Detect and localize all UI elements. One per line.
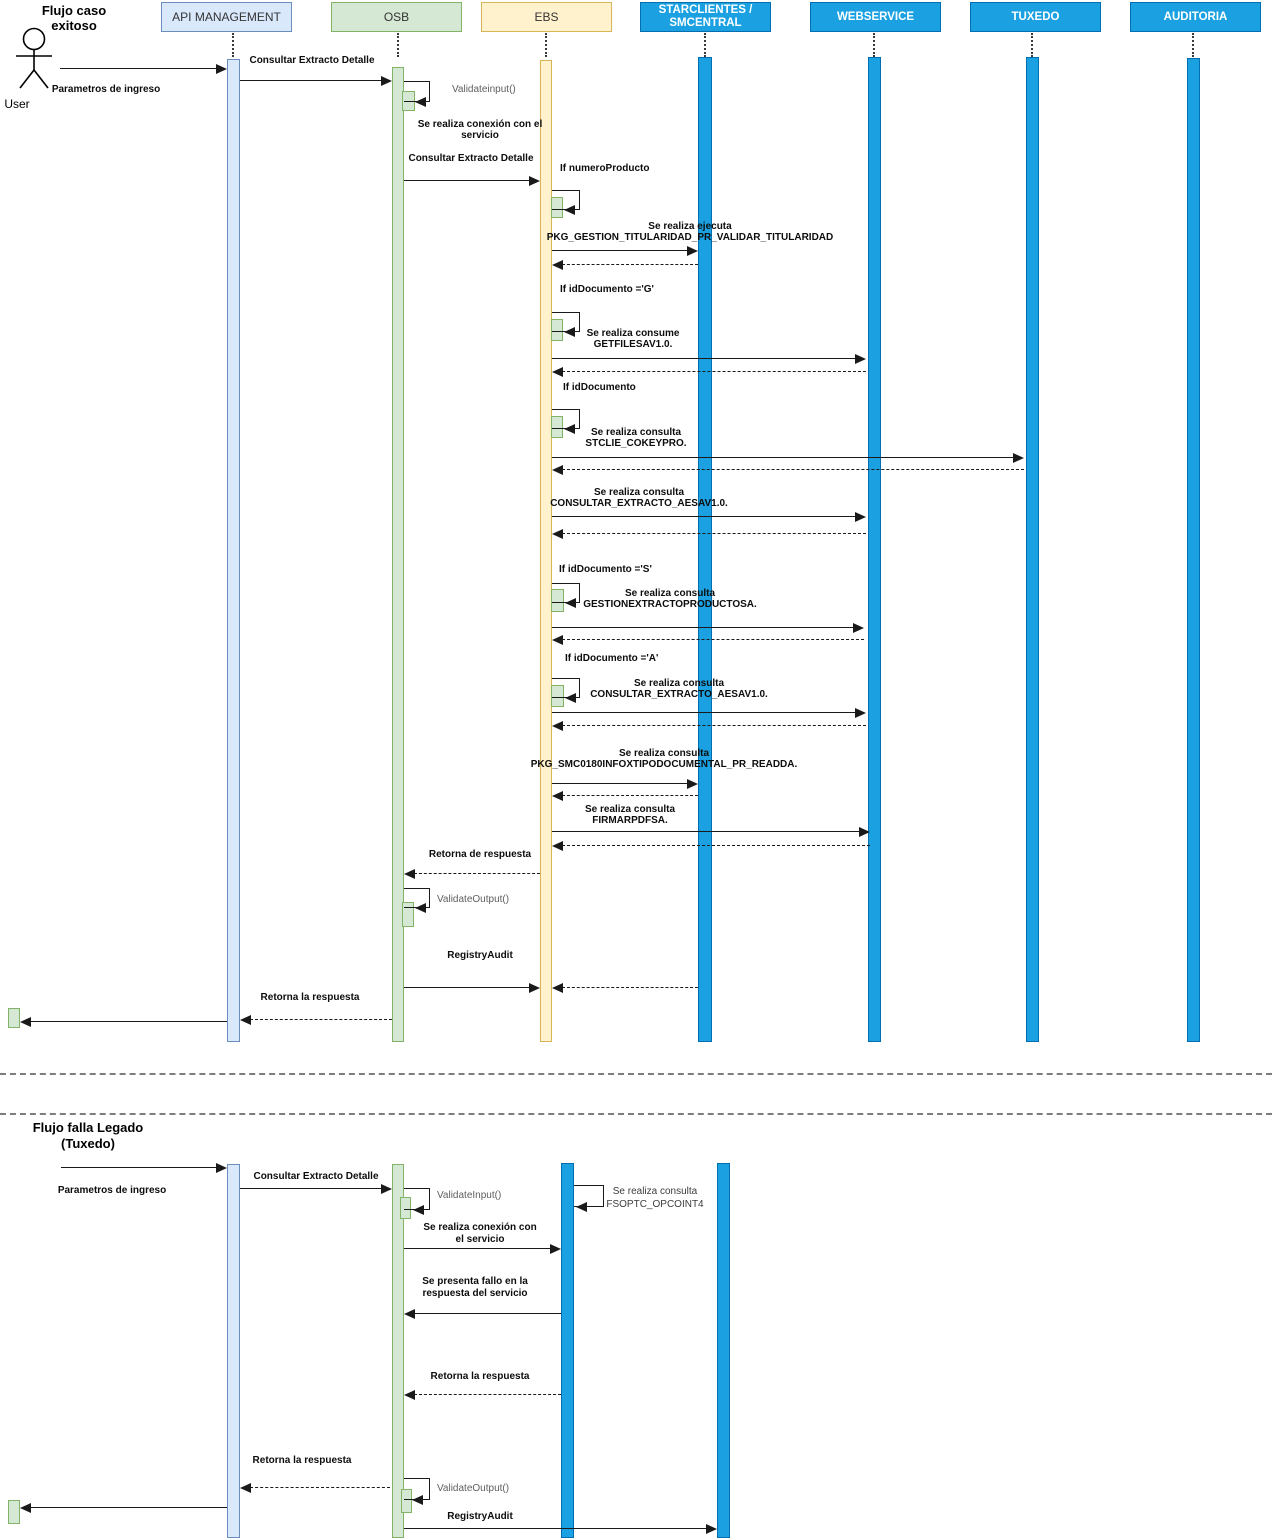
label-validate_output: ValidateOutput() xyxy=(437,1483,510,1494)
label-firmar_l2: FIRMARPDFSA. xyxy=(592,815,668,826)
label-conexion_l2: el servicio xyxy=(455,1234,505,1245)
arrowhead-icon xyxy=(404,869,415,879)
arrowhead-icon xyxy=(687,779,698,789)
lifeline-bar-osb-2 xyxy=(392,1164,404,1538)
lifeline-header-tuxedo xyxy=(970,2,1101,32)
label-registry: RegistryAudit xyxy=(447,950,513,961)
section-title: (Tuxedo) xyxy=(61,1136,115,1151)
label-consume_l1: Se realiza consume xyxy=(586,328,680,339)
label-conexion_l2: servicio xyxy=(461,130,499,141)
arrowhead-icon xyxy=(240,1483,251,1493)
message-arrow xyxy=(552,627,854,628)
return-arrow xyxy=(562,639,864,640)
label-registry: RegistryAudit xyxy=(447,1511,513,1522)
lifeline-dotted-stub xyxy=(873,33,875,57)
message-arrow xyxy=(30,1021,227,1022)
arrowhead-icon xyxy=(552,367,563,377)
message-arrow xyxy=(552,516,856,517)
activation-box xyxy=(8,1500,20,1524)
label-validate_input: Validateinput() xyxy=(452,84,516,95)
arrowhead-icon xyxy=(381,1184,392,1194)
lifeline-title: SMCENTRAL xyxy=(669,17,742,29)
lifeline-dotted-stub xyxy=(545,33,547,57)
arrowhead-icon xyxy=(404,1390,415,1400)
arrowhead-icon xyxy=(404,1309,415,1319)
return-arrow xyxy=(414,1394,561,1395)
return-arrow xyxy=(562,795,698,796)
message-arrow xyxy=(552,831,860,832)
return-arrow xyxy=(562,469,1024,470)
arrowhead-icon xyxy=(853,623,864,633)
label-if_doc: If idDocumento xyxy=(563,382,636,393)
label-ejecuta_l1: Se realiza ejecuta xyxy=(648,221,732,232)
arrowhead-icon xyxy=(529,176,540,186)
section-title: Flujo caso xyxy=(41,3,107,18)
self-call-arrowhead-icon xyxy=(576,1202,587,1212)
section-title: Flujo falla Legado xyxy=(32,1120,144,1135)
label-readda_l1: Se realiza consulta xyxy=(618,748,710,759)
label-aesav2_l2: CONSULTAR_EXTRACTO_AESAV1.0. xyxy=(590,689,768,700)
arrowhead-icon xyxy=(20,1503,31,1513)
lifeline-header-ebs xyxy=(481,2,612,32)
arrowhead-icon xyxy=(552,841,563,851)
lifeline-bar-api-management-2 xyxy=(227,1164,240,1538)
label-ejecuta_l2: PKG_GESTION_TITULARIDAD_PR_VALIDAR_TITULARIDAD xyxy=(546,232,834,243)
arrowhead-icon xyxy=(552,529,563,539)
message-arrow xyxy=(240,80,382,81)
label-validate_output: ValidateOutput() xyxy=(437,894,510,905)
lifeline-header-webservice xyxy=(810,2,941,32)
arrowhead-icon xyxy=(20,1017,31,1027)
lifeline-bar-osb xyxy=(392,67,404,1042)
label-retorna_2: Retorna la respuesta xyxy=(252,1455,352,1466)
return-arrow xyxy=(562,725,866,726)
label-parametros: Parametros de ingreso xyxy=(57,1185,167,1196)
activation-box xyxy=(8,1008,20,1028)
label-if_g: If idDocumento ='G' xyxy=(560,284,654,295)
section-title: exitoso xyxy=(51,18,97,33)
label-if_s: If idDocumento ='S' xyxy=(559,564,652,575)
self-call-arrowhead-icon xyxy=(564,424,575,434)
message-arrow xyxy=(552,712,856,713)
message-arrow xyxy=(60,68,217,69)
return-arrow xyxy=(562,533,866,534)
section-separator xyxy=(0,1073,1272,1075)
return-arrow xyxy=(562,845,870,846)
self-call-arrowhead-icon xyxy=(415,903,426,913)
message-arrow xyxy=(414,1313,561,1314)
lifeline-title: API MANAGEMENT xyxy=(172,9,281,24)
label-aesav1_l1: Se realiza consulta xyxy=(593,487,685,498)
arrowhead-icon xyxy=(529,983,540,993)
lifeline-dotted-stub xyxy=(397,33,399,57)
arrowhead-icon xyxy=(706,1524,717,1534)
lifeline-title: WEBSERVICE xyxy=(836,10,915,23)
return-arrow xyxy=(250,1019,392,1020)
label-readda_l2: PKG_SMC0180INFOXTIPODOCUMENTAL_PR_READDA. xyxy=(530,759,798,770)
lifeline-header-api-management xyxy=(161,2,292,32)
label-firmar_l1: Se realiza consulta xyxy=(584,804,676,815)
label-consultar: Consultar Extracto Detalle xyxy=(253,1171,379,1182)
message-arrow xyxy=(61,1167,217,1168)
label-retorna_1: Retorna la respuesta xyxy=(430,1371,530,1382)
label-fallo_l2: respuesta del servicio xyxy=(422,1288,528,1299)
arrowhead-icon xyxy=(855,512,866,522)
arrowhead-icon xyxy=(687,246,698,256)
arrowhead-icon xyxy=(552,791,563,801)
label-retorna_la: Retorna la respuesta xyxy=(260,992,360,1003)
self-call-arrowhead-icon xyxy=(565,598,576,608)
self-call-arrowhead-icon xyxy=(412,1495,423,1505)
label-parametros: Parametros de ingreso xyxy=(51,84,161,95)
message-arrow xyxy=(30,1507,227,1508)
message-arrow xyxy=(552,783,688,784)
label-fsoptc_l2: FSOPTC_OPCOINT4 xyxy=(606,1199,704,1210)
lifeline-bar-auditoria xyxy=(1187,58,1200,1042)
user-actor-icon xyxy=(8,26,62,92)
self-call-arrowhead-icon xyxy=(413,1205,424,1215)
label-gestion_l2: GESTIONEXTRACTOPRODUCTOSA. xyxy=(583,599,757,610)
self-call-arrowhead-icon xyxy=(564,205,575,215)
label-aesav1_l2: CONSULTAR_EXTRACTO_AESAV1.0. xyxy=(550,498,728,509)
arrowhead-icon xyxy=(216,64,227,74)
label-consume_l2: GETFILESAV1.0. xyxy=(593,339,673,350)
arrowhead-icon xyxy=(550,1244,561,1254)
lifeline-bar-legacy-tuxedo xyxy=(561,1163,574,1538)
label-conexion_l1: Se realiza conexión con xyxy=(423,1222,537,1233)
user-actor-label: User xyxy=(4,97,30,111)
label-fallo_l1: Se presenta fallo en la xyxy=(422,1276,528,1287)
lifeline-header-osb xyxy=(331,2,462,32)
return-arrow xyxy=(250,1487,390,1488)
message-arrow xyxy=(552,457,1014,458)
return-arrow xyxy=(562,264,698,265)
message-arrow xyxy=(240,1188,382,1189)
label-validate_input: ValidateInput() xyxy=(437,1190,502,1201)
arrowhead-icon xyxy=(552,983,563,993)
arrowhead-icon xyxy=(855,708,866,718)
arrowhead-icon xyxy=(859,827,870,837)
label-stclie_l1: Se realiza consulta xyxy=(590,427,682,438)
lifeline-dotted-stub xyxy=(704,33,706,57)
lifeline-bar-tuxedo xyxy=(1026,57,1039,1042)
label-consultar2: Consultar Extracto Detalle xyxy=(408,153,534,164)
label-gestion_l1: Se realiza consulta xyxy=(624,588,716,599)
lifeline-title: STARCLIENTES / xyxy=(658,4,753,16)
arrowhead-icon xyxy=(240,1015,251,1025)
message-arrow xyxy=(404,987,530,988)
arrowhead-icon xyxy=(552,721,563,731)
lifeline-header-auditoria xyxy=(1130,2,1261,32)
lifeline-title: OSB xyxy=(383,9,410,24)
return-arrow xyxy=(562,371,866,372)
arrowhead-icon xyxy=(552,465,563,475)
self-call-arrowhead-icon xyxy=(565,693,576,703)
message-arrow xyxy=(552,250,688,251)
arrowhead-icon xyxy=(552,260,563,270)
arrowhead-icon xyxy=(381,76,392,86)
label-aesav2_l1: Se realiza consulta xyxy=(633,678,725,689)
label-if_numero: If numeroProducto xyxy=(560,163,650,174)
lifeline-bar-api-management xyxy=(227,59,240,1042)
lifeline-dotted-stub xyxy=(1192,33,1194,57)
message-arrow xyxy=(552,358,856,359)
label-stclie_l2: STCLIE_COKEYPRO. xyxy=(585,438,687,449)
arrowhead-icon xyxy=(855,354,866,364)
lifeline-dotted-stub xyxy=(1031,33,1033,57)
lifeline-title: AUDITORIA xyxy=(1163,10,1228,23)
lifeline-bar-legacy-audit xyxy=(717,1163,730,1538)
label-if_a: If idDocumento ='A' xyxy=(565,653,659,664)
arrowhead-icon xyxy=(216,1163,227,1173)
message-arrow xyxy=(404,1248,551,1249)
self-call-arrowhead-icon xyxy=(415,97,426,107)
label-fsoptc_l1: Se realiza consulta xyxy=(612,1186,698,1197)
label-retorna_de: Retorna de respuesta xyxy=(428,849,532,860)
lifeline-dotted-stub xyxy=(232,33,234,57)
self-call-arrowhead-icon xyxy=(564,327,575,337)
lifeline-bar-starclientes xyxy=(698,57,712,1042)
section-separator xyxy=(0,1113,1272,1115)
label-conexion_l1: Se realiza conexión con el xyxy=(417,119,543,130)
label-consultar1: Consultar Extracto Detalle xyxy=(249,55,375,66)
arrowhead-icon xyxy=(1013,453,1024,463)
arrowhead-icon xyxy=(552,635,563,645)
return-arrow xyxy=(562,987,698,988)
return-arrow xyxy=(414,873,540,874)
message-arrow xyxy=(404,1528,707,1529)
message-arrow xyxy=(404,180,530,181)
lifeline-title: TUXEDO xyxy=(1011,10,1060,23)
lifeline-bar-webservice xyxy=(868,57,881,1042)
lifeline-title: EBS xyxy=(534,9,559,24)
lifeline-header-starclientes-smcentral xyxy=(640,2,771,32)
